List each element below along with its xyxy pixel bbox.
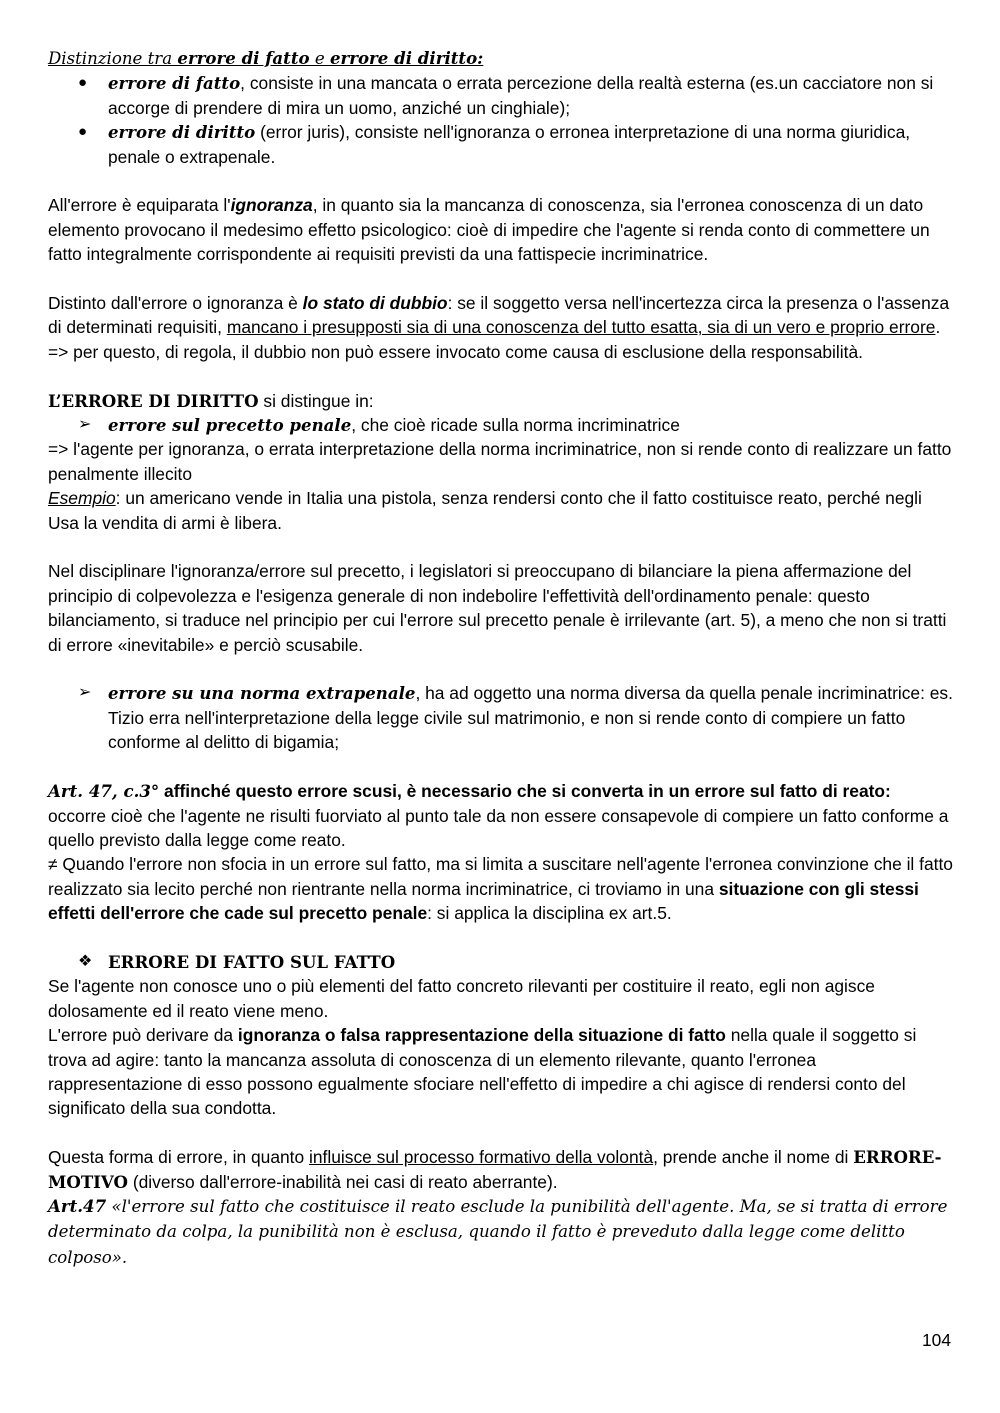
list-item bbox=[48, 413, 953, 437]
text-run: . bbox=[935, 317, 941, 338]
item-text: , che cioè ricade sulla norma incriminatrice bbox=[351, 415, 680, 436]
article-ref: Art.47 bbox=[48, 1195, 107, 1216]
term-errore-di-diritto: errore di diritto bbox=[108, 122, 256, 143]
article-ref: Art. 47, c.3° bbox=[48, 781, 160, 802]
diamond-icon: ❖ bbox=[78, 952, 93, 970]
item-text: , consiste in una mancata o errata percezione della realtà esterna (es.un cacciatore non si accorge di prendere di mira un uomo, anziché un cinghiale); bbox=[108, 73, 934, 118]
text-run: : un americano vende in Italia una pistola, senza rendersi conto che il fatto costituisce reato, perché negli Usa la vendita di armi è libera. bbox=[48, 488, 922, 533]
text-run: All'errore è equiparata l' bbox=[48, 195, 231, 216]
term-ignoranza: ignoranza bbox=[230, 195, 313, 216]
paragraph-bilanciamento: Nel disciplinare l'ignoranza/errore sul precetto, i legislatori si preoccupano di bilanciare la piena affermazione del principio di colpevolezza e l'esigenza generale di non indebolire l'effettività dell'ordinamento penale: questo bilanciamento, si traduce nel principio per cui l'errore sul precetto penale è irrilevante (art. 5), a meno che non si tratti di errore «inevitabile» e perciò scusabile. bbox=[48, 561, 947, 655]
text-run: : si applica la disciplina ex art.5. bbox=[427, 903, 672, 924]
heading-distinzione bbox=[48, 46, 953, 71]
bold-text: situazione con gli stessi effetti dell'errore che cade sul precetto penale bbox=[48, 878, 919, 924]
paragraph-ignoranza bbox=[48, 193, 953, 266]
page-number: 104 bbox=[921, 1330, 951, 1350]
heading-mid: e bbox=[309, 49, 330, 68]
section-title: L’ERRORE DI DIRITTO bbox=[48, 390, 259, 411]
term-errore-sul-precetto: errore sul precetto penale bbox=[108, 415, 352, 436]
arrow-icon: ➢ bbox=[78, 416, 92, 434]
paragraph-dubbio bbox=[48, 291, 953, 340]
arrow-icon: ➢ bbox=[78, 684, 92, 702]
text-run: , in quanto sia la mancanza di conoscenza, sia l'erronea conoscenza di un dato elemento provocano il medesimo effetto psicologico: cioè di impedire che l'agente si renda conto di commettere un fatto integralmente corrispondente ai requisiti previsti da una fattispecie incriminatrice. bbox=[48, 195, 930, 265]
item-text: (error juris), consiste nell'ignoranza o erronea interpretazione di una norma giuridica, penale o extrapenale. bbox=[108, 122, 911, 167]
paragraph-art47-quote bbox=[48, 1194, 953, 1270]
diamond-list-fatto bbox=[48, 950, 953, 974]
underlined-text: mancano i presupposti sia di una conoscenza del tutto esatta, sia di un vero e proprio errore bbox=[226, 317, 936, 338]
text-run: Distinto dall'errore o ignoranza è bbox=[48, 293, 303, 314]
text-run: nella quale il soggetto si trova ad agire: tanto la mancanza assoluta di conoscenza di un elemento rilevante, quanto l'erronea rappresentazione di esso possono egualmente sfociare nell'effetto di impedire a chi agisce di rendersi conto del significato della sua condotta. bbox=[48, 1025, 917, 1119]
term-errore-motivo: ERRORE-MOTIVO bbox=[48, 1147, 942, 1192]
text-run: occorre cioè che l'agente ne risulti fuorviato al punto tale da non essere consapevole di compiere un fatto conforme a quello previsto dalla legge come reato. bbox=[48, 805, 949, 850]
underlined-text: influisce sul processo formativo della volontà bbox=[309, 1147, 654, 1168]
arrow-list-extrapenale bbox=[48, 681, 953, 754]
heading-lead: Distinzione tra bbox=[48, 49, 178, 68]
paragraph-errore-motivo bbox=[48, 1145, 953, 1194]
paragraph-esempio bbox=[48, 486, 953, 535]
paragraph-agente-ignoranza: => l'agente per ignoranza, o errata interpretazione della norma incriminatrice, non si rende conto di realizzare un fatto penalmente illecito bbox=[48, 439, 952, 484]
paragraph-diverso bbox=[48, 852, 953, 925]
term-errore-di-fatto: errore di fatto bbox=[108, 73, 241, 94]
esempio-label: Esempio bbox=[48, 488, 116, 509]
section-heading-errore-di-diritto bbox=[48, 389, 953, 413]
paragraph-dubbio-conclusion: => per questo, di regola, il dubbio non può essere invocato come causa di esclusione della responsabilità. bbox=[48, 341, 863, 362]
text-run: ≠ Quando l'errore non sfocia in un errore sul fatto, ma si limita a suscitare nell'agente l'erronea convinzione che il fatto realizzato sia lecito perché non rientrante nella norma incriminatrice, ci troviamo in una bbox=[48, 854, 953, 899]
paragraph-ignoranza-falsa bbox=[48, 1023, 953, 1121]
bold-text: affinché questo errore scusi, è necessario che si converta in un errore sul fatto di reato: bbox=[159, 781, 891, 802]
heading-term-diritto: errore di diritto: bbox=[329, 48, 484, 68]
text-run: , prende anche il nome di bbox=[653, 1147, 854, 1168]
list-item bbox=[48, 681, 953, 754]
text-run: (diverso dall'errore-inabilità nei casi di reato aberrante). bbox=[127, 1171, 558, 1192]
list-item bbox=[48, 71, 953, 120]
bullet-icon: ● bbox=[78, 74, 88, 92]
text-run: : se il soggetto versa nell'incertezza circa la presenza o l'assenza di determinati requisiti, bbox=[48, 293, 950, 338]
paragraph-art47-c3 bbox=[48, 779, 953, 852]
text-run: si distingue in: bbox=[258, 390, 374, 411]
term-errore-norma-extrapenale: errore su una norma extrapenale bbox=[108, 683, 416, 704]
document-page bbox=[48, 46, 953, 1270]
bullet-list-errori bbox=[48, 71, 953, 169]
section-title: ERRORE DI FATTO SUL FATTO bbox=[108, 951, 396, 972]
text-run: Questa forma di errore, in quanto bbox=[48, 1147, 309, 1168]
arrow-list-precetto bbox=[48, 413, 953, 437]
list-item bbox=[48, 120, 953, 169]
heading-term-fatto: errore di fatto bbox=[177, 48, 310, 68]
paragraph-fatto-concreto: Se l'agente non conosce uno o più elementi del fatto concreto rilevanti per costituire il reato, egli non agisce dolosamente ed il reato viene meno. bbox=[48, 976, 875, 1021]
bold-text: ignoranza o falsa rappresentazione della situazione di fatto bbox=[237, 1025, 726, 1046]
bullet-icon: ● bbox=[78, 123, 88, 141]
text-run: L'errore può derivare da bbox=[48, 1025, 238, 1046]
term-stato-di-dubbio: lo stato di dubbio bbox=[302, 293, 448, 314]
quote-text: «l'errore sul fatto che costituisce il reato esclude la punibilità dell'agente. Ma, se si tratta di errore determinato da colpa, la punibilità non è esclusa, quando il fatto è preveduto dalla legge come delitto colposo». bbox=[48, 1196, 948, 1267]
list-item bbox=[48, 950, 953, 974]
item-text: , ha ad oggetto una norma diversa da quella penale incriminatrice: es. Tizio erra nell'interpretazione della legge civile sul matrimonio, e non si rende conto di compiere un fatto conforme al delitto di bigamia; bbox=[108, 683, 953, 753]
